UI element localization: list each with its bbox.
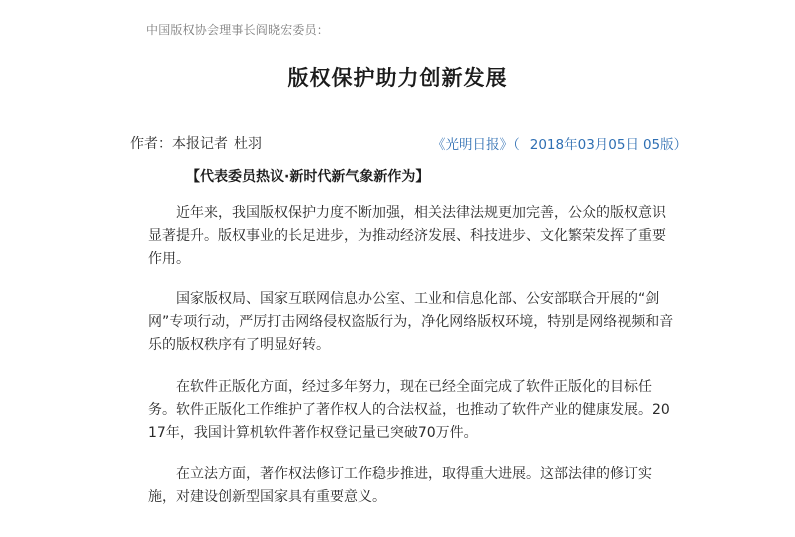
body-paragraph: 近年来，我国版权保护力度不断加强，相关法律法规更加完善，公众的版权意识显著提升。版权事业的长足进步，为推动经济发展、科技进步、文化繁荣发挥了重要作用。 bbox=[148, 205, 666, 267]
article-headline: 版权保护助力创新发展 bbox=[287, 66, 508, 90]
byline-label: 作者：本报记者 bbox=[130, 136, 228, 152]
body-paragraph: 在立法方面，著作权法修订工作稳步推进，取得重大进展。这部法律的修订实施，对建设创新型国家具有重要意义。 bbox=[148, 466, 652, 505]
section-title: 【代表委员热议·新时代新气象新作为】 bbox=[186, 169, 430, 185]
source-date: 2018年03月05日 bbox=[529, 137, 639, 153]
body-paragraph: 国家版权局、国家互联网信息办公室、工业和信息化部、公安部联合开展的“剑网”专项行动，严厉打击网络侵权盗版行为，净化网络版权环境，特别是网络视频和音乐的版权秩序有了明显好转。 bbox=[148, 291, 674, 353]
kicker-subtitle: 中国版权协会理事长阎晓宏委员： bbox=[146, 23, 330, 37]
byline bbox=[130, 133, 262, 153]
source-paren-close: ） bbox=[673, 137, 688, 153]
source-page: 05版 bbox=[642, 137, 674, 153]
source-paren-open: （ bbox=[513, 137, 520, 153]
byline-author-name: 杜羽 bbox=[234, 136, 262, 152]
source-info bbox=[432, 133, 687, 153]
body-paragraph: 在软件正版化方面，经过多年努力，现在已经全面完成了软件正版化的目标任务。软件正版化工作维护了著作权人的合法权益，也推动了软件产业的健康发展。2017年，我国计算机软件著作权登记量已突破70万件。 bbox=[148, 379, 670, 441]
source-newspaper-link[interactable]: 《光明日报》 bbox=[432, 137, 513, 153]
